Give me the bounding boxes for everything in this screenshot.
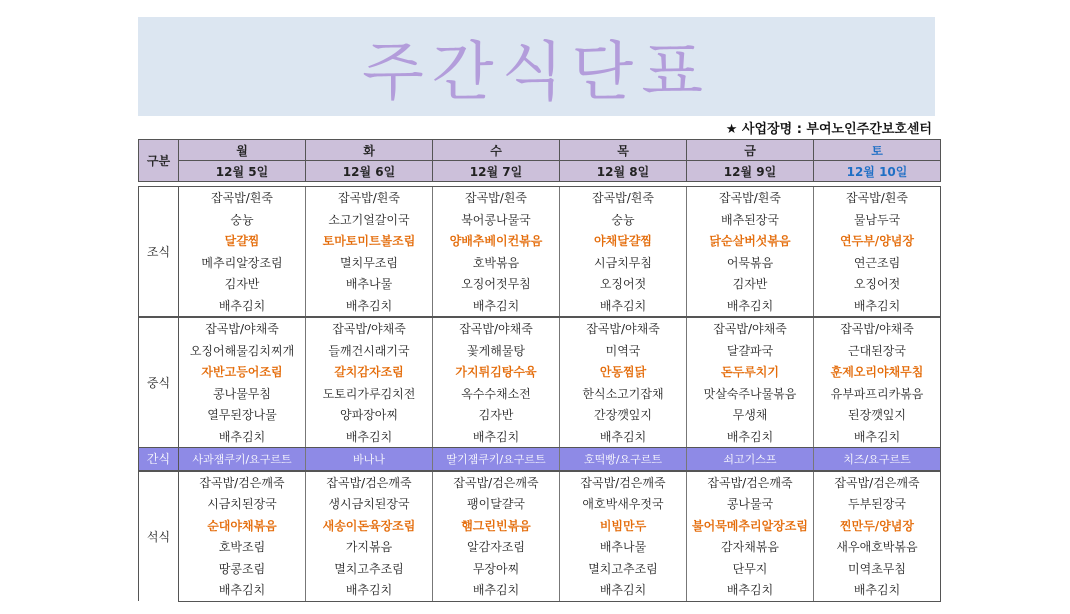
breakfast-menu-item: 배추김치 xyxy=(306,295,433,318)
dinner-row xyxy=(139,558,941,580)
dinner-menu-item: 단무지 xyxy=(687,558,814,580)
lunch-menu-item: 된장깻잎지 xyxy=(814,404,941,426)
breakfast-menu-item: 배추김치 xyxy=(179,295,306,318)
lunch-menu-item: 배추김치 xyxy=(560,426,687,448)
breakfast-menu-item: 오징어젓무침 xyxy=(433,273,560,295)
day-date-tue: 12월 6일 xyxy=(306,161,433,182)
dinner-menu-item: 배추김치 xyxy=(306,579,433,601)
snack-item: 딸기잼쿠키/요구르트 xyxy=(433,448,560,471)
breakfast-menu-item: 배추나물 xyxy=(306,273,433,295)
lunch-menu-item: 배추김치 xyxy=(179,426,306,448)
lunch-menu-item: 훈제오리야채무침 xyxy=(814,361,941,383)
dinner-menu-item: 배추나물 xyxy=(560,536,687,558)
dinner-menu-item: 잡곡밥/검은깨죽 xyxy=(560,471,687,494)
lunch-row xyxy=(139,404,941,426)
dinner-menu-item: 생시금치된장국 xyxy=(306,493,433,515)
lunch-label: 중식 xyxy=(139,317,179,448)
lunch-menu-item: 자반고등어조림 xyxy=(179,361,306,383)
dinner-menu-item: 감자채볶음 xyxy=(687,536,814,558)
dinner-menu-item: 비빔만두 xyxy=(560,515,687,537)
breakfast-menu-item: 오징어젓 xyxy=(560,273,687,295)
snack-label: 간식 xyxy=(139,448,179,471)
lunch-menu-item: 도토리가루김치전 xyxy=(306,383,433,405)
breakfast-row xyxy=(139,295,941,318)
lunch-menu-item: 무생채 xyxy=(687,404,814,426)
dinner-menu-item: 햄그린빈볶음 xyxy=(433,515,560,537)
dinner-menu-item: 콩나물국 xyxy=(687,493,814,515)
breakfast-menu-item: 잡곡밥/흰죽 xyxy=(306,187,433,209)
lunch-menu-item: 배추김치 xyxy=(814,426,941,448)
day-date-wed: 12월 7일 xyxy=(433,161,560,182)
header-label: 구분 xyxy=(139,140,179,182)
snack-item: 호떡빵/요구르트 xyxy=(560,448,687,471)
dinner-menu-item: 순대야채볶음 xyxy=(179,515,306,537)
dinner-menu-item: 잡곡밥/검은깨죽 xyxy=(306,471,433,494)
breakfast-menu-item: 김자반 xyxy=(687,273,814,295)
breakfast-row xyxy=(139,187,941,209)
dinner-menu-item: 미역초무침 xyxy=(814,558,941,580)
breakfast-menu-item: 잡곡밥/흰죽 xyxy=(560,187,687,209)
dinner-row xyxy=(139,515,941,537)
day-name-sat: 토 xyxy=(814,140,941,161)
lunch-menu-item: 배추김치 xyxy=(306,426,433,448)
lunch-menu-item: 김자반 xyxy=(433,404,560,426)
dinner-menu-item: 불어묵메추리알장조림 xyxy=(687,515,814,537)
breakfast-menu-item: 숭늉 xyxy=(560,209,687,231)
day-date-fri: 12월 9일 xyxy=(687,161,814,182)
breakfast-menu-item: 물남두국 xyxy=(814,209,941,231)
dinner-menu-item: 새송이돈육장조림 xyxy=(306,515,433,537)
lunch-menu-item: 잡곡밥/야채죽 xyxy=(433,317,560,340)
title-banner xyxy=(138,17,935,116)
lunch-row xyxy=(139,340,941,362)
dinner-menu-item: 팽이달걀국 xyxy=(433,493,560,515)
dinner-menu-item: 호박조림 xyxy=(179,536,306,558)
lunch-menu-item: 맛살숙주나물볶음 xyxy=(687,383,814,405)
dinner-menu-item: 배추김치 xyxy=(179,579,306,601)
lunch-menu-item: 잡곡밥/야채죽 xyxy=(814,317,941,340)
lunch-menu-item: 유부파프리카볶음 xyxy=(814,383,941,405)
lunch-menu-item: 달걀파국 xyxy=(687,340,814,362)
breakfast-menu-item: 배추김치 xyxy=(814,295,941,318)
dinner-menu-item: 배추김치 xyxy=(560,579,687,601)
dinner-menu-item: 땅콩조림 xyxy=(179,558,306,580)
dinner-menu-item: 멸치고추조림 xyxy=(560,558,687,580)
breakfast-menu-item: 닭순살버섯볶음 xyxy=(687,230,814,252)
day-name-wed: 수 xyxy=(433,140,560,161)
dinner-menu-item: 잡곡밥/검은깨죽 xyxy=(433,471,560,494)
lunch-menu-item: 오징어해물김치찌개 xyxy=(179,340,306,362)
dinner-row xyxy=(139,536,941,558)
dinner-menu-item: 가지볶음 xyxy=(306,536,433,558)
breakfast-menu-item: 연두부/양념장 xyxy=(814,230,941,252)
lunch-menu-item: 가지튀김탕수육 xyxy=(433,361,560,383)
dinner-menu-item: 무장아찌 xyxy=(433,558,560,580)
dinner-menu-item: 두부된장국 xyxy=(814,493,941,515)
day-name-mon: 월 xyxy=(179,140,306,161)
lunch-menu-item: 배추김치 xyxy=(687,426,814,448)
dinner-menu-item: 애호박새우젓국 xyxy=(560,493,687,515)
lunch-menu-item: 콩나물무침 xyxy=(179,383,306,405)
dinner-menu-item: 잡곡밥/검은깨죽 xyxy=(687,471,814,494)
breakfast-menu-item: 잡곡밥/흰죽 xyxy=(687,187,814,209)
breakfast-menu-item: 북어콩나물국 xyxy=(433,209,560,231)
lunch-menu-item: 꽃게해물탕 xyxy=(433,340,560,362)
lunch-menu-item: 배추김치 xyxy=(433,426,560,448)
lunch-menu-item: 잡곡밥/야채죽 xyxy=(179,317,306,340)
dinner-row xyxy=(139,493,941,515)
dinner-label: 석식 xyxy=(139,471,179,602)
lunch-menu-item: 간장깻잎지 xyxy=(560,404,687,426)
day-name-thu: 목 xyxy=(560,140,687,161)
lunch-menu-item: 잡곡밥/야채죽 xyxy=(306,317,433,340)
breakfast-menu-item: 어묵볶음 xyxy=(687,252,814,274)
lunch-menu-item: 근대된장국 xyxy=(814,340,941,362)
facility-name: ★ 사업장명 : 부여노인주간보호센터 xyxy=(725,122,932,137)
snack-item: 바나나 xyxy=(306,448,433,471)
day-name-tue: 화 xyxy=(306,140,433,161)
breakfast-label: 조식 xyxy=(139,187,179,318)
lunch-row xyxy=(139,383,941,405)
lunch-menu-item: 미역국 xyxy=(560,340,687,362)
dinner-menu-item: 배추김치 xyxy=(814,579,941,601)
snack-item: 사과잼쿠키/요구르트 xyxy=(179,448,306,471)
breakfast-menu-item: 시금치무침 xyxy=(560,252,687,274)
dinner-menu-item: 배추김치 xyxy=(433,579,560,601)
day-date-thu: 12월 8일 xyxy=(560,161,687,182)
breakfast-menu-item: 김자반 xyxy=(179,273,306,295)
lunch-menu-item: 한식소고기잡채 xyxy=(560,383,687,405)
dinner-row xyxy=(139,579,941,601)
snack-item: 치즈/요구르트 xyxy=(814,448,941,471)
breakfast-menu-item: 배추된장국 xyxy=(687,209,814,231)
day-name-fri: 금 xyxy=(687,140,814,161)
breakfast-menu-item: 야채달걀찜 xyxy=(560,230,687,252)
breakfast-menu-item: 배추김치 xyxy=(687,295,814,318)
breakfast-menu-item: 잡곡밥/흰죽 xyxy=(814,187,941,209)
dinner-menu-item: 찐만두/양념장 xyxy=(814,515,941,537)
dinner-menu-item: 잡곡밥/검은깨죽 xyxy=(179,471,306,494)
breakfast-menu-item: 배추김치 xyxy=(433,295,560,318)
dinner-menu-item: 멸치고추조림 xyxy=(306,558,433,580)
breakfast-menu-item: 연근조림 xyxy=(814,252,941,274)
breakfast-menu-item: 메추리알장조림 xyxy=(179,252,306,274)
lunch-menu-item: 안동찜닭 xyxy=(560,361,687,383)
dinner-menu-item: 새우애호박볶음 xyxy=(814,536,941,558)
breakfast-menu-item: 토마토미트볼조림 xyxy=(306,230,433,252)
lunch-row xyxy=(139,426,941,448)
breakfast-row xyxy=(139,209,941,231)
lunch-menu-item: 잡곡밥/야채죽 xyxy=(687,317,814,340)
dinner-menu-item: 배추김치 xyxy=(687,579,814,601)
breakfast-menu-item: 배추김치 xyxy=(560,295,687,318)
breakfast-menu-item: 오징어젓 xyxy=(814,273,941,295)
meal-table xyxy=(138,186,941,602)
lunch-row xyxy=(139,361,941,383)
breakfast-menu-item: 양배추베이컨볶음 xyxy=(433,230,560,252)
lunch-menu-item: 양파장아찌 xyxy=(306,404,433,426)
header-table xyxy=(138,139,941,182)
breakfast-menu-item: 달걀찜 xyxy=(179,230,306,252)
lunch-menu-item: 들깨건시래기국 xyxy=(306,340,433,362)
day-date-mon: 12월 5일 xyxy=(179,161,306,182)
breakfast-menu-item: 멸치무조림 xyxy=(306,252,433,274)
dinner-menu-item: 시금치된장국 xyxy=(179,493,306,515)
lunch-menu-item: 열무된장나물 xyxy=(179,404,306,426)
page-title: 주간식단표 xyxy=(361,35,712,110)
breakfast-menu-item: 호박볶음 xyxy=(433,252,560,274)
breakfast-menu-item: 숭늉 xyxy=(179,209,306,231)
day-date-sat: 12월 10일 xyxy=(814,161,941,182)
breakfast-menu-item: 잡곡밥/흰죽 xyxy=(179,187,306,209)
dinner-row xyxy=(139,471,941,494)
lunch-menu-item: 잡곡밥/야채죽 xyxy=(560,317,687,340)
snack-item: 쇠고기스프 xyxy=(687,448,814,471)
snack-row xyxy=(139,448,941,471)
dinner-menu-item: 알감자조림 xyxy=(433,536,560,558)
lunch-row xyxy=(139,317,941,340)
breakfast-row xyxy=(139,273,941,295)
lunch-menu-item: 돈두루치기 xyxy=(687,361,814,383)
lunch-menu-item: 갈치감자조림 xyxy=(306,361,433,383)
breakfast-menu-item: 소고기얼갈이국 xyxy=(306,209,433,231)
breakfast-menu-item: 잡곡밥/흰죽 xyxy=(433,187,560,209)
breakfast-row xyxy=(139,230,941,252)
lunch-menu-item: 옥수수채소전 xyxy=(433,383,560,405)
dinner-menu-item: 잡곡밥/검은깨죽 xyxy=(814,471,941,494)
breakfast-row xyxy=(139,252,941,274)
